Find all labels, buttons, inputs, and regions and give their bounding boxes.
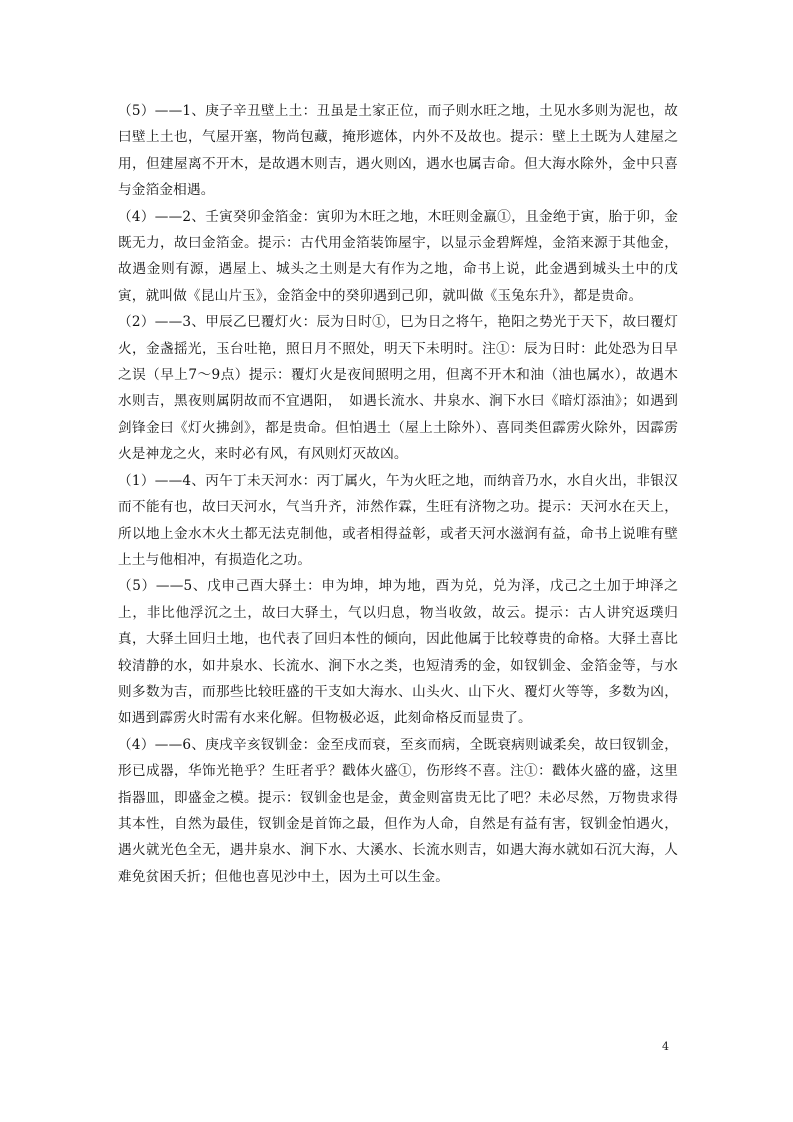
- paragraph-1: （5）——1、庚子辛丑壁上土：丑虽是土家正位，而子则水旺之地，土见水多则为泥也，故曰壁上土也，气屋开塞，物尚包藏，掩形遮体，内外不及故也。提示：壁上土既为人建屋之用，但建屋离不开木，是故遇木则吉，遇火则凶，遇水也属吉命。但大海水除外，金中只喜与金箔金相遇。: [118, 103, 678, 199]
- document-body: [118, 98, 678, 890]
- paragraph-2: （4）——2、壬寅癸卯金箔金：寅卯为木旺之地，木旺则金羸①，且金绝于寅，胎于卯，金既无力，故曰金箔金。提示：古代用金箔装饰屋宇，以显示金碧辉煌，金箔来源于其他金，故遇金则有源，遇屋上、城头之土则是大有作为之地，命书上说，此金遇到城头土中的戊寅，就叫做《昆山片玉》，金箔金中的癸卯遇到己卯，就叫做《玉兔东升》，都是贵命。: [118, 208, 678, 304]
- paragraph-6: （4）——6、庚戌辛亥钗钏金：金至戌而衰，至亥而病，全既衰病则诚柔矣，故曰钗钏金，形已成器，华饰光艳乎？生旺者乎？戳体火盛①，伤形终不喜。注①：戳体火盛的盛，这里指器皿，即盛金之模。提示：钗钏金也是金，黄金则富贵无比了吧？未必尽然，万物贵求得其本性，自然为最佳，钗钏金是首饰之最，但作为人命，自然是有益有害，钗钏金怕遇火，遇火就光色全无，遇井泉水、涧下水、大溪水、长流水则吉，如遇大海水就如石沉大海，人难免贫困夭折；但他也喜见沙中土，因为土可以生金。: [118, 736, 678, 885]
- page-number: 4: [662, 1040, 669, 1053]
- paragraph-5: （5）——5、戊申己酉大驿土：申为坤，坤为地，酉为兑，兑为泽，戊己之土加于坤泽之上，非比他浮沉之土，故曰大驿土，气以归息，物当收敛，故云。提示：古人讲究返璞归真，大驿土回归土地，也代表了回归本性的倾向，因此他属于比较尊贵的命格。大驿土喜比较清静的水，如井泉水、长流水、涧下水之类，也短清秀的金，如钗钏金、金箔金等，与水则多数为吉，而那些比较旺盛的干支如大海水、山头火、山下火、覆灯火等等，多数为凶，如遇到霹雳火时需有水来化解。但物极必返，此刻命格反而显贵了。: [118, 578, 678, 727]
- paragraph-3: （2）——3、甲辰乙巳覆灯火：辰为日时①，巳为日之将午，艳阳之势光于天下，故曰覆灯火，金盏摇光，玉台吐艳，照日月不照处，明天下未明时。注①：辰为日时：此处恐为日早之误（早上7～9点）提示：覆灯火是夜间照明之用，但离不开木和油（油也属水），故遇木水则吉，黑夜则属阴故而不宜遇阳， 如遇长流水、井泉水、涧下水曰《暗灯添油》；如遇到剑锋金曰《灯火拂剑》，都是贵命。但怕遇土（屋上土除外）、喜同类但霹雳火除外，因霹雳火是神龙之火，来时必有风，有风则灯灭故凶。: [118, 314, 678, 463]
- paragraph-4: （1）——4、丙午丁未天河水：丙丁属火，午为火旺之地，而纳音乃水，水自火出，非银汉而不能有也，故曰天河水，气当升齐，沛然作霖，生旺有济物之功。提示：天河水在天上，所以地上金水木火土都无法克制他，或者相得益彰，或者天河水滋润有益，命书上说唯有壁上土与他相冲，有损造化之功。: [118, 472, 678, 568]
